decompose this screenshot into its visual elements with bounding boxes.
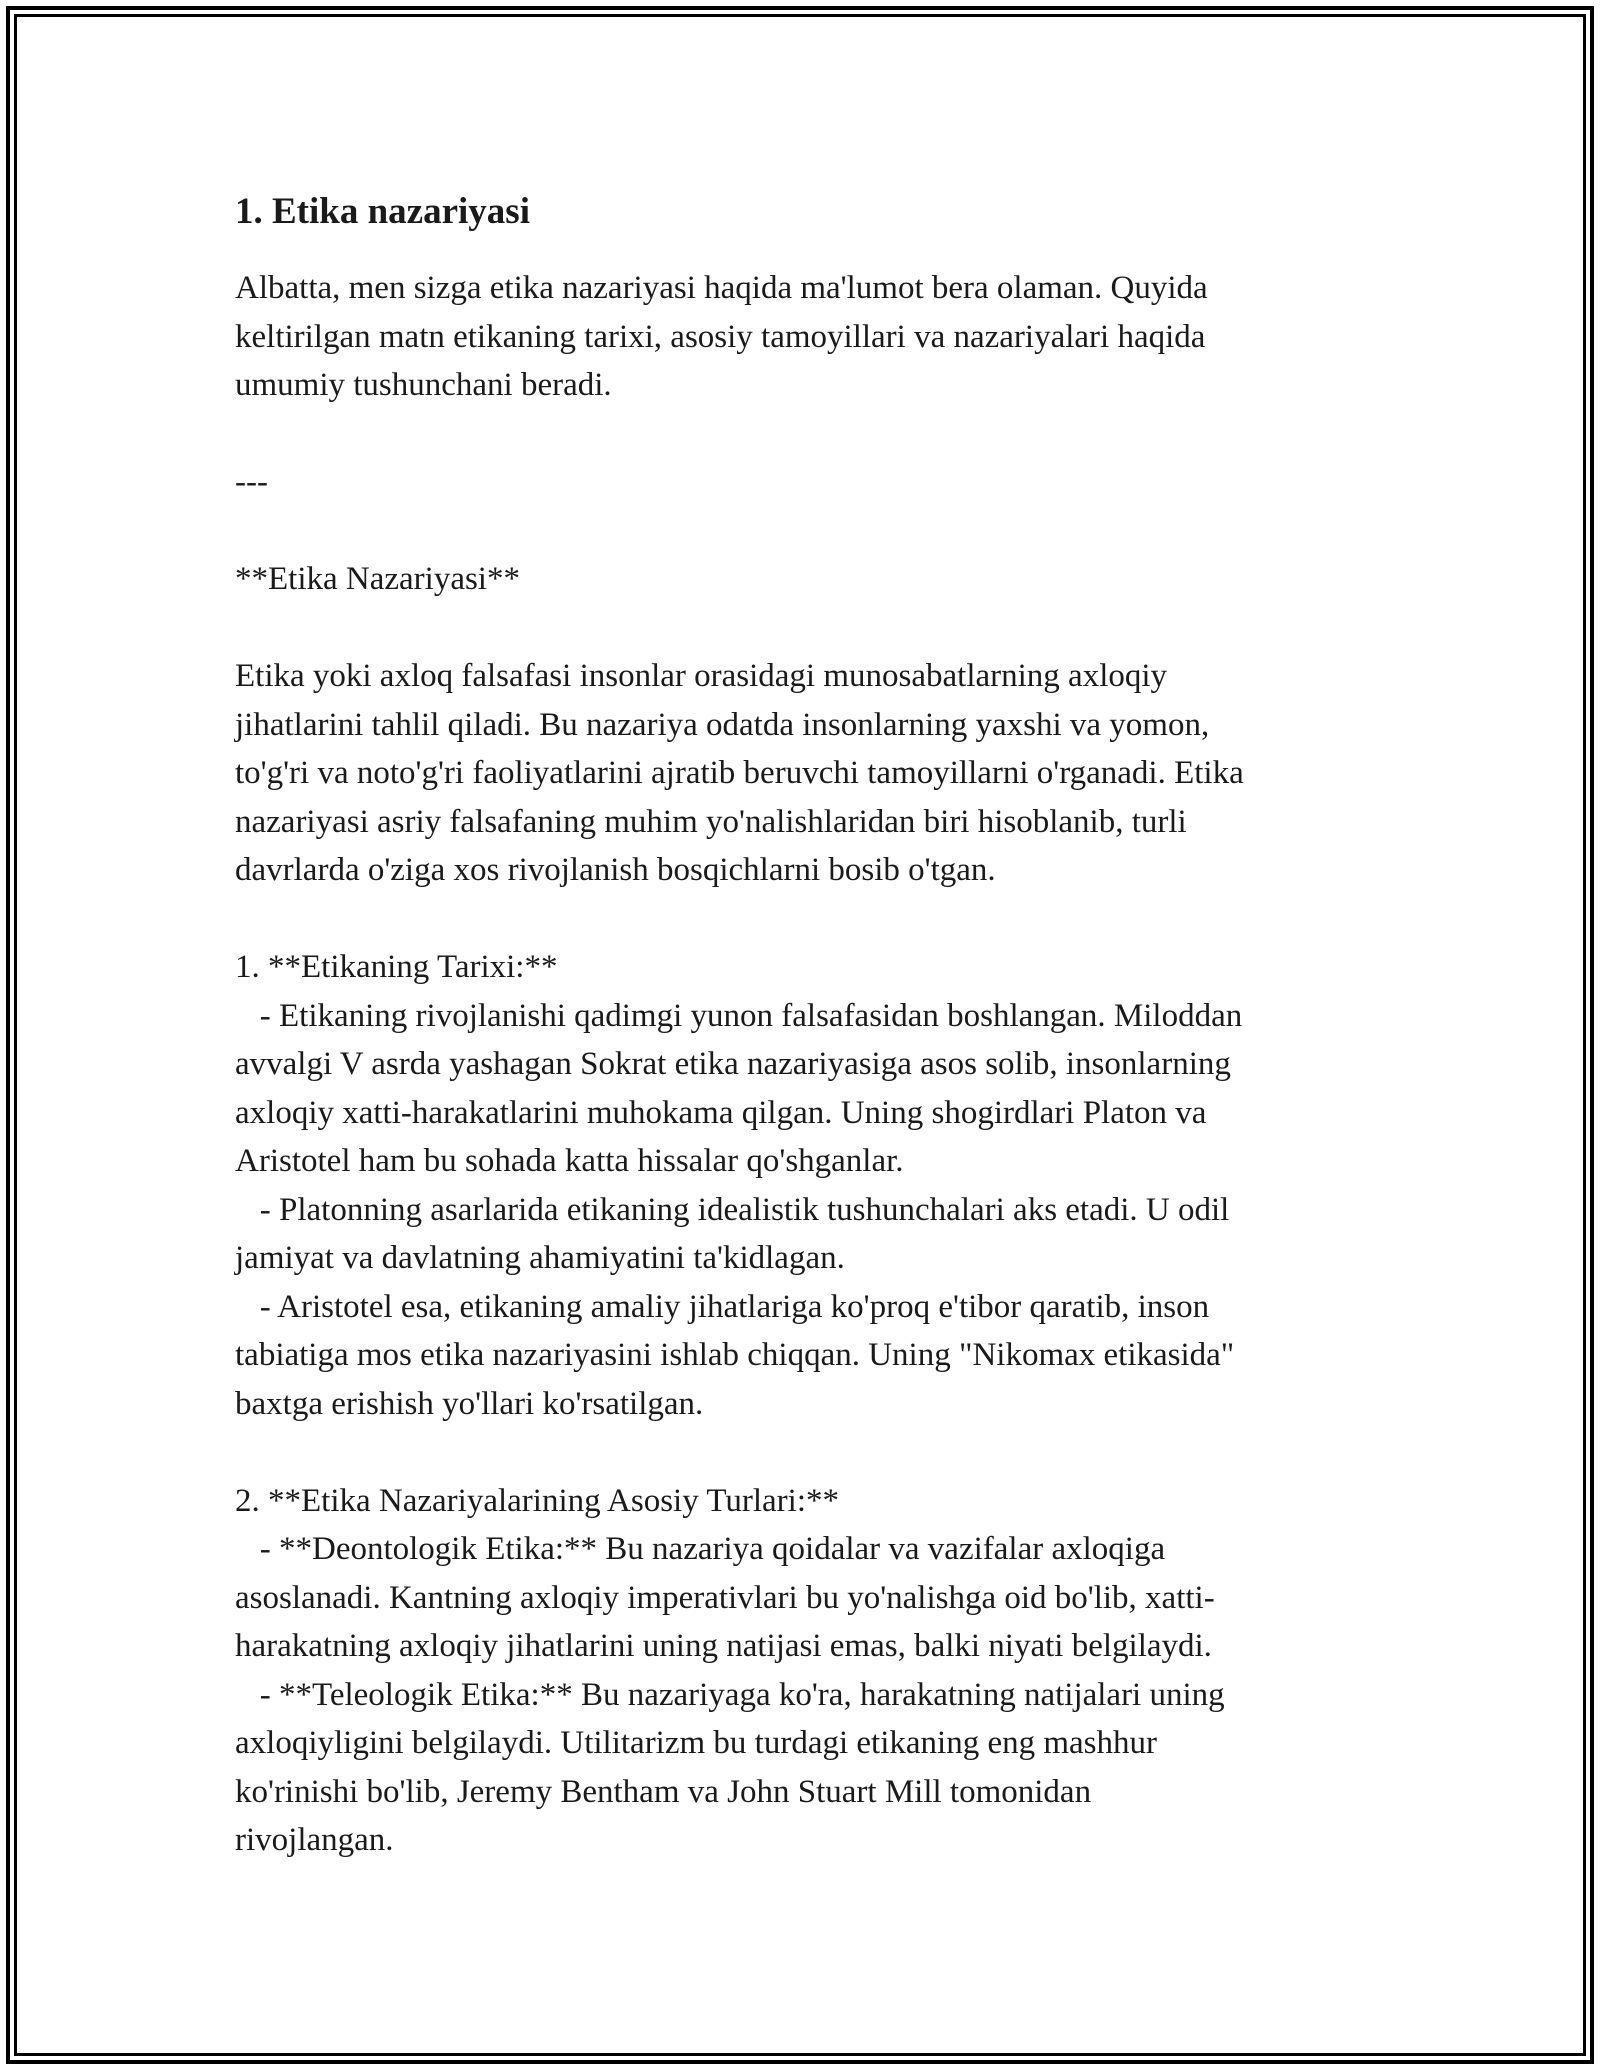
document-title: 1. Etika nazariyasi	[235, 191, 530, 232]
document-body: Albatta, men sizga etika nazariyasi haqida ma'lumot bera olaman. Quyida keltirilgan matn etikaning tarixi, asosiy tamoyillari va nazariyalari haqida umumiy tushunchani beradi. --- **Etika Nazariyasi** Etika yoki axloq falsafasi insonlar orasidagi munosabatlarning axloqiy jihatlarini tahlil qiladi. Bu nazariya odatda insonlarning yaxshi va yomon, to'g'ri va noto'g'ri faoliyatlarini ajratib beruvchi tamoyillarni o'rganadi. Etika nazariyasi asriy falsafaning muhim yo'nalishlaridan biri hisoblanib, turli davrlarda o'ziga xos rivojlanish bosqichlarni bosib o'tgan. 1. **Etikaning Tarixi:** - Etikaning rivojlanishi qadimgi yunon falsafasidan boshlangan. Miloddan avvalgi V asrda yashagan Sokrat etika nazariyasiga asos solib, insonlarning axloqiy xatti-harakatlarini muhokama qilgan. Uning shogirdlari Platon va Aristotel ham bu sohada katta hissalar qo'shganlar. - Platonning asarlarida etikaning idealistik tushunchalari aks etadi. U odil jamiyat va davlatning ahamiyatini ta'kidlagan. - Aristotel esa, etikaning amaliy jihatlariga ko'proq e'tibor qaratib, inson tabiatiga mos etika nazariyasini ishlab chiqqan. Uning "Nikomax etikasida" baxtga erishish yo'llari ko'rsatilgan. 2. **Etika Nazariyalarining Asosiy Turlari:** - **Deontologik Etika:** Bu nazariya qoidalar va vazifalar axloqiga asoslanadi. Kantning axloqiy imperativlari bu yo'nalishga oid bo'lib, xatti- harakatning axloqiy jihatlarini uning natijasi emas, balki niyati belgilaydi. - **Teleologik Etika:** Bu nazariyaga ko'ra, harakatning natijalari uning axloqiyligini belgilaydi. Utilitarizm bu turdagi etikaning eng mashhur ko'rinishi bo'lib, Jeremy Bentham va John Stuart Mill tomonidan rivojlangan.	[235, 270, 1244, 1858]
document-content	[235, 186, 1375, 1865]
